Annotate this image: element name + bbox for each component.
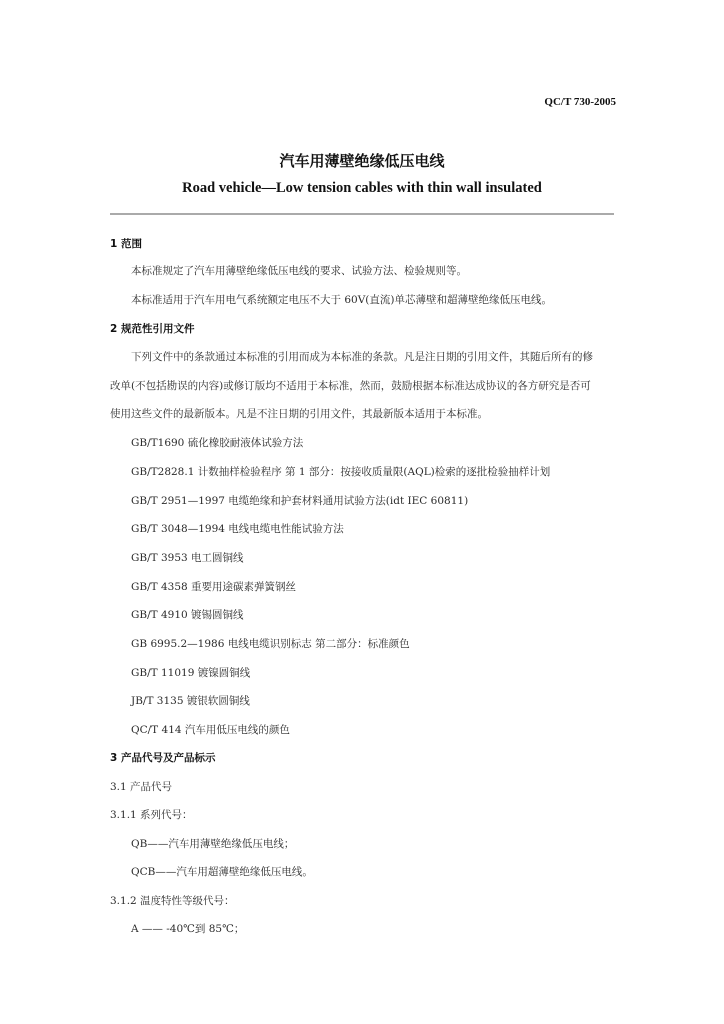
subsection-3-1-2: 3.1.2 温度特性等级代号： [110, 895, 235, 907]
section-2-paragraph-line: 使用这些文件的最新版本。凡是不注日期的引用文件，其最新版本适用于本标准。 [110, 408, 488, 420]
title-chinese: 汽车用薄壁绝缘低压电线 [279, 152, 445, 170]
reference-item: GB/T 4358 重要用途碳素弹簧钢丝 [131, 581, 297, 593]
section-2-paragraph-line: 下列文件中的条款通过本标准的引用而成为本标准的条款。凡是注日期的引用文件，其随后所有的修 [131, 351, 593, 363]
series-code-qcb: QCB——汽车用超薄壁绝缘低压电线。 [131, 866, 313, 878]
title-english: Road vehicle—Low tension cables with thin wall insulated [182, 180, 542, 196]
reference-item: GB 6995.2—1986 电线电缆识别标志 第二部分：标准颜色 [131, 638, 410, 650]
reference-item: QC/T 414 汽车用低压电线的颜色 [131, 724, 290, 736]
section-2-paragraph-line: 改单(不包括勘误的内容)或修订版均不适用于本标准，然而，鼓励根据本标准达成协议的各方研究是否可 [110, 380, 591, 392]
reference-item: GB/T 4910 镀锡圆铜线 [131, 609, 244, 621]
section-1-paragraph-1: 本标准规定了汽车用薄壁绝缘低压电线的要求、试验方法、检验规则等。 [131, 265, 467, 277]
series-code-qb: QB——汽车用薄壁绝缘低压电线； [131, 838, 295, 850]
reference-item: GB/T2828.1 计数抽样检验程序 第 1 部分：按接收质量限(AQL)检索的逐批检验抽样计划 [131, 466, 551, 478]
section-3-heading: 3 产品代号及产品标示 [110, 752, 216, 764]
subsection-3-1-1: 3.1.1 系列代号： [110, 809, 193, 821]
section-1-paragraph-2: 本标准适用于汽车用电气系统额定电压不大于 60V(直流)单芯薄壁和超薄壁绝缘低压电线。 [131, 294, 552, 306]
reference-item: GB/T 3048—1994 电线电缆电性能试验方法 [131, 523, 344, 535]
reference-item: GB/T 11019 镀镍圆铜线 [131, 667, 251, 679]
standard-code: QC/T 730-2005 [544, 96, 616, 108]
section-1-heading: 1 范围 [110, 238, 142, 250]
reference-item: GB/T1690 硫化橡胶耐液体试验方法 [131, 437, 304, 449]
temperature-grade-a: A —— -40℃到 85℃； [131, 923, 245, 935]
title-divider [110, 213, 614, 215]
reference-item: GB/T 3953 电工圆铜线 [131, 552, 244, 564]
section-2-heading: 2 规范性引用文件 [110, 323, 195, 335]
reference-item: GB/T 2951—1997 电缆绝缘和护套材料通用试验方法(idt IEC 60811) [131, 495, 469, 507]
subsection-3-1: 3.1 产品代号 [110, 781, 173, 793]
reference-item: JB/T 3135 镀银软圆铜线 [131, 695, 250, 707]
